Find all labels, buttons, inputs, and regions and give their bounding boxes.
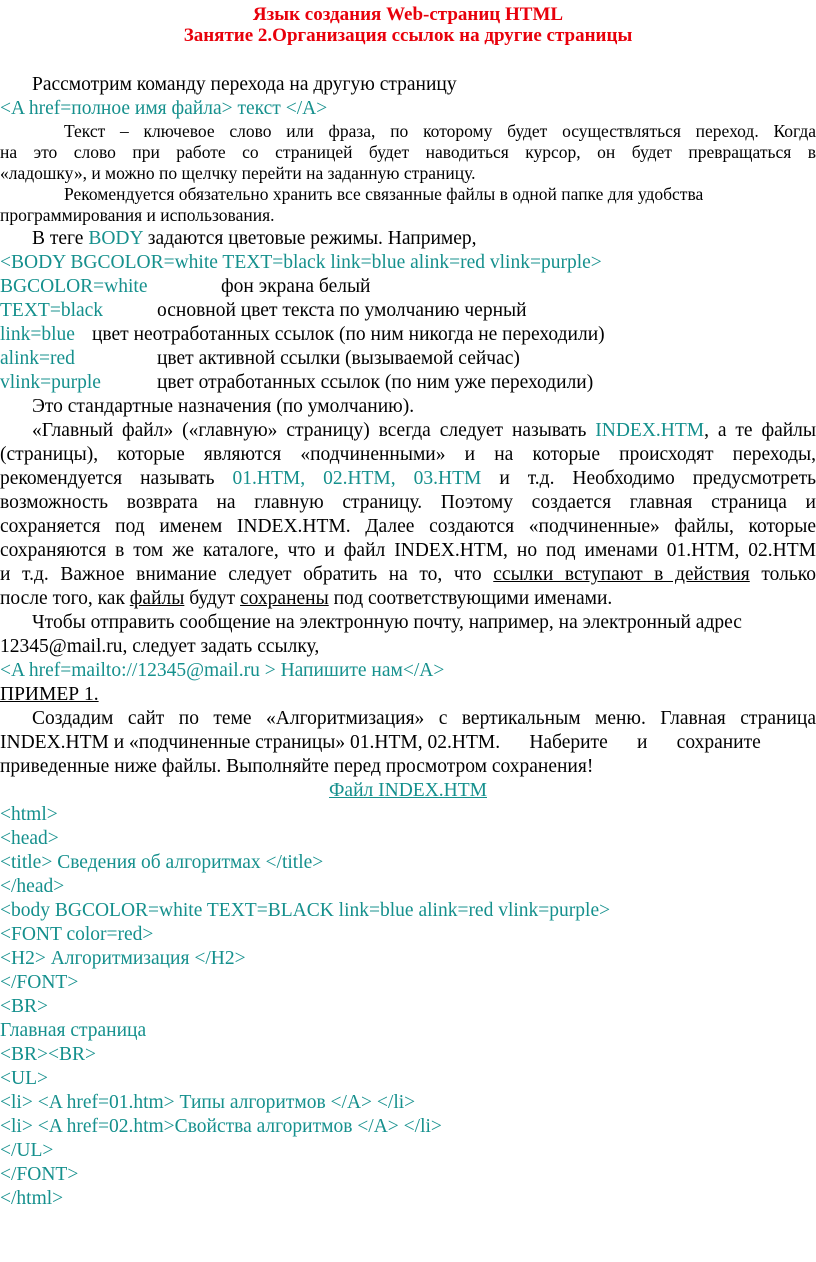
code-line: </FONT>	[0, 972, 79, 993]
code-line: <FONT color=red>	[0, 924, 154, 945]
definition-term: alink=red	[0, 348, 75, 369]
body-keyword: BODY	[88, 228, 143, 249]
code-line: </FONT>	[0, 1164, 79, 1185]
code-line: <li> <A href=01.htm> Типы алгоритмов </A> </li>	[0, 1092, 416, 1113]
anchor-tag-syntax: <A href=полное имя файла> текст </A>	[0, 98, 328, 119]
mailto-example: <A href=mailto://12345@mail.ru > Напишите нам</A>	[0, 660, 445, 681]
definition-row	[0, 299, 816, 323]
recommend-paragraph-line-1: Рекомендуется обязательно хранить все связанные файлы в одной папке для удобства	[64, 184, 704, 204]
definition-row	[0, 323, 816, 347]
code-line: Главная страница	[0, 1020, 147, 1041]
definition-desc: цвет активной ссылки (вызываемой сейчас)	[157, 348, 520, 369]
definition-desc: фон экрана белый	[221, 276, 371, 297]
code-line: <html>	[0, 804, 58, 825]
text-paragraph-line-2: на это слово при работе со страницей будет наводиться курсор, он будет превращаться в	[0, 142, 816, 162]
definition-row	[0, 347, 816, 371]
file-heading: Файл INDEX.HTM	[329, 780, 487, 801]
definition-term: vlink=purple	[0, 372, 101, 393]
definition-desc: основной цвет текста по умолчанию черный	[157, 300, 527, 321]
code-line: <H2> Алгоритмизация </H2>	[0, 948, 246, 969]
defaults-note: Это стандартные назначения (по умолчанию).	[32, 396, 415, 417]
definition-desc: цвет отработанных ссылок (по ним уже переходили)	[157, 372, 594, 393]
code-line: <BR><BR>	[0, 1044, 97, 1065]
definition-row	[0, 371, 816, 395]
text-paragraph-line-1: Текст – ключевое слово или фраза, по которому будет осуществляться переход. Когда	[64, 121, 816, 141]
code-line: </UL>	[0, 1140, 54, 1161]
body-tag-example: <BODY BGCOLOR=white TEXT=black link=blue alink=red vlink=purple>	[0, 252, 602, 273]
definition-term: BGCOLOR=white	[0, 276, 148, 297]
text-paragraph-line-3: «ладошку», и можно по щелчку перейти на заданную страницу.	[0, 163, 476, 183]
example-paragraph-line-3: приведенные ниже файлы. Выполняйте перед просмотром сохранения!	[0, 756, 594, 777]
definition-term: TEXT=black	[0, 300, 104, 321]
definition-term: link=blue	[0, 324, 75, 345]
main-file-paragraph-line-2: (страницы), которые являются «подчиненными» и на которые происходят переходы,	[0, 444, 816, 465]
lesson-title: Занятие 2.Организация ссылок на другие страницы	[183, 25, 633, 46]
code-line: </head>	[0, 876, 65, 897]
code-line: <head>	[0, 828, 59, 849]
main-file-paragraph-line-7: и т.д. Важное внимание следует обратить на то, что ссылки вступают в действия только	[0, 564, 816, 585]
definition-row	[0, 275, 816, 299]
email-paragraph-line-2: 12345@mail.ru, следует задать ссылку,	[0, 636, 320, 657]
code-line: <title> Сведения об алгоритмах </title>	[0, 852, 324, 873]
example-paragraph-line-2: INDEX.HTM и «подчиненные страницы» 01.HTM, 02.HTM. Наберите и сохраните	[0, 732, 761, 753]
code-line: <UL>	[0, 1068, 48, 1089]
example-heading: ПРИМЕР 1.	[0, 684, 99, 705]
code-line: <BR>	[0, 996, 49, 1017]
main-file-paragraph-line-6: сохраняются в том же каталоге, что и файл INDEX.HTM, но под именами 01.HTM, 02.HTM	[0, 540, 816, 561]
recommend-paragraph-line-2: программирования и использования.	[0, 205, 275, 225]
email-paragraph-line-1: Чтобы отправить сообщение на электронную почту, например, на электронный адрес	[32, 612, 742, 633]
main-file-paragraph-line-5: сохраняется под именем INDEX.HTM. Далее создаются «подчиненные» файлы, которые	[0, 516, 816, 537]
body-tag-paragraph: В теге BODY задаются цветовые режимы. Например,	[32, 228, 477, 249]
code-line: </html>	[0, 1188, 64, 1209]
document-title: Язык создания Web-страниц HTML	[252, 4, 564, 25]
intro-paragraph: Рассмотрим команду перехода на другую страницу	[32, 74, 457, 95]
code-line: <body BGCOLOR=white TEXT=BLACK link=blue alink=red vlink=purple>	[0, 900, 611, 921]
example-paragraph-line-1: Создадим сайт по теме «Алгоритмизация» с вертикальным меню. Главная страница	[32, 708, 816, 729]
definition-desc: цвет неотработанных ссылок (по ним никогда не переходили)	[92, 324, 605, 345]
main-file-paragraph-line-4: возможность возврата на главную страницу. Поэтому создается главная страница и	[0, 492, 816, 513]
main-file-paragraph-line-1: «Главный файл» («главную» страницу) всегда следует называть INDEX.HTM, а те файлы	[32, 420, 816, 441]
main-file-paragraph-line-3: рекомендуется называть 01.HTM, 02.HTM, 03.HTM и т.д. Необходимо предусмотреть	[0, 468, 816, 489]
code-line: <li> <A href=02.htm>Свойства алгоритмов </A> </li>	[0, 1116, 442, 1137]
main-file-paragraph-line-8: после того, как файлы будут сохранены под соответствующими именами.	[0, 588, 613, 609]
